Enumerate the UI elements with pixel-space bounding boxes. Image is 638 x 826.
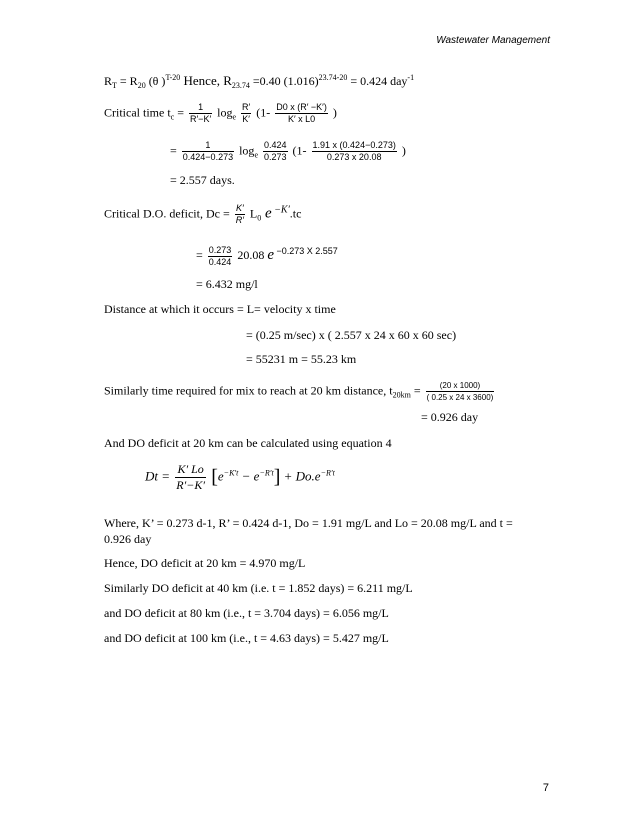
do-deficit-intro: And DO deficit at 20 km can be calculated using equation 4 bbox=[104, 436, 392, 450]
critical-time-formula: Critical time $t_c$ = $\frac{1}{R'-K'}$ $\log_e$ $\frac{R'}{K'}$ (1- $\frac{D0 x (R' -K')}{\text{K′ x L0}}$ ) bbox=[104, 102, 337, 124]
do-deficit-40km: Similarly DO deficit at 40 km (i.e. t = 1.852 days) = 6.211 mg/L bbox=[104, 581, 413, 595]
fraction: $\frac{1}{0.424-0.273}$ bbox=[182, 140, 234, 162]
fraction: $\frac{1}{R'-K'}$ bbox=[190, 102, 212, 124]
critical-do-deficit-formula: Critical D.O. deficit, Dc = $\frac{K'}{R'}$ $L_0$ e $^{-K'}$.tc bbox=[104, 203, 302, 225]
fraction: $\frac{0.273}{0.424}$ bbox=[208, 244, 232, 267]
parameters-paragraph: Where, K’ = 0.273 d-1, R’ = 0.424 d-1, Do = 1.91 mg/L and Lo = 20.08 mg/L and t = 0.926 day bbox=[104, 516, 513, 546]
rate-correction-line: $R_T = R_{20}$ (θ )$^{T-20}$ Hence, $R_{23.74} =0.40$ $(1.016)^{23.74-20} = 0.424$ day$^{-1}$ bbox=[104, 73, 415, 90]
running-header: Wastewater Management bbox=[436, 35, 550, 46]
travel-time-result: = 0.926 day bbox=[421, 410, 479, 424]
do-deficit-equation: Dt = $\frac{K' Lo}{R'-K'}$ $[e^{-K't} - e^{-R't}] + Do.e^{-R't}$ bbox=[145, 462, 335, 492]
do-deficit-100km: and DO deficit at 100 km (i.e., t = 4.63 days) = 5.427 mg/L bbox=[104, 631, 389, 645]
fraction: $\frac{1.91 x (0.424-0.273)}{0.273 x 20.08}$ bbox=[312, 140, 396, 162]
distance-heading: Distance at which it occurs = L= velocity x time bbox=[104, 302, 336, 316]
fraction: $\frac{R'}{K'}$ bbox=[242, 102, 251, 124]
fraction: $\frac{(20 x 1000)}{( 0.25 x 24 x 3600)}$ bbox=[426, 381, 494, 402]
critical-do-deficit-result: = 6.432 mg/l bbox=[196, 277, 258, 291]
travel-time-formula: Similarly time required for mix to reach at 20 km distance, $t_{20km}$ = $\frac{(20 x 1000)}{( 0.25 x 24 x 3600)}$ bbox=[104, 381, 494, 402]
distance-substitution: = (0.25 m/sec) x ( 2.557 x 24 x 60 x 60 sec) bbox=[246, 328, 457, 342]
page-number: 7 bbox=[542, 782, 549, 794]
distance-result: = 55231 m = 55.23 km bbox=[246, 352, 357, 366]
critical-time-result: = 2.557 days. bbox=[170, 173, 235, 187]
fraction: $\frac{K'}{R'}$ bbox=[235, 203, 244, 225]
fraction: $\frac{D0 x (R' -K')}{\text{K′ x L0}}$ bbox=[276, 102, 327, 124]
fraction: $\frac{K' Lo}{R'-K'}$ bbox=[176, 462, 205, 492]
do-deficit-80km: and DO deficit at 80 km (i.e., t = 3.704 days) = 6.056 mg/L bbox=[104, 606, 389, 620]
critical-time-substitution: = $\frac{1}{0.424-0.273}$ $\log_e$ $\frac{0.424}{0.273}$ (1- $\frac{1.91 x (0.424-0.273)}{0.273 x 20.08}$ ) bbox=[170, 140, 406, 162]
do-deficit-20km: Hence, DO deficit at 20 km = 4.970 mg/L bbox=[104, 556, 306, 570]
critical-do-deficit-substitution: = $\frac{0.273}{0.424}$ 20.08 e $^{-0.273 X 2.557}$ bbox=[196, 244, 338, 267]
fraction: $\frac{0.424}{0.273}$ bbox=[264, 140, 287, 162]
